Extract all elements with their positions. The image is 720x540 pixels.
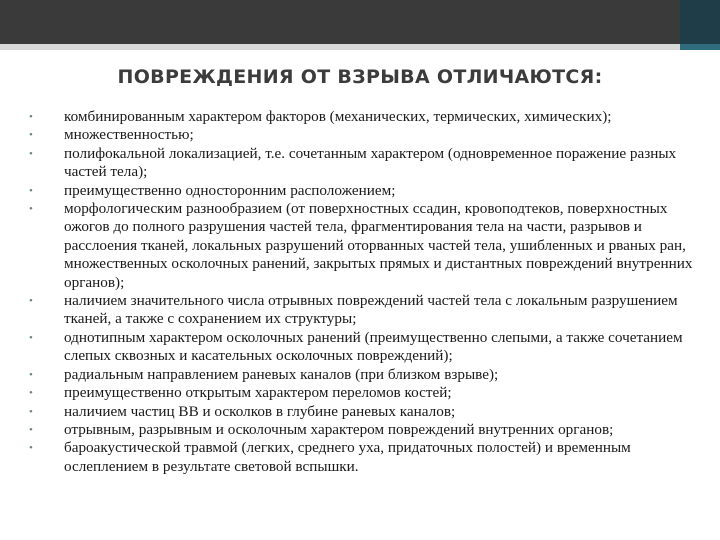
list-item [28, 145, 714, 182]
list-item-text: радиальным направлением раневых каналов (при близком взрыве); [64, 365, 499, 383]
bullet-icon: • [29, 184, 33, 197]
list-item [28, 108, 714, 126]
list-item-text: отрывным, разрывным и осколочным характером повреждений внутренних органов; [64, 420, 614, 438]
list-item [28, 403, 714, 421]
bullet-icon: • [29, 423, 33, 436]
list-item [28, 126, 714, 144]
list-item [28, 200, 714, 292]
list-item-text: преимущественно односторонним расположением; [64, 181, 396, 199]
bullet-icon: • [29, 295, 33, 308]
list-item-text: наличием значительного числа отрывных повреждений частей тела с локальным разрушением тканей, а также с сохранением их структуры; [64, 292, 678, 328]
header-accent [680, 0, 720, 44]
bullet-list [28, 108, 714, 476]
bullet-icon: • [29, 405, 33, 418]
bullet-icon: • [29, 203, 33, 216]
bullet-icon: • [29, 147, 33, 160]
list-item-text: полифокальной локализацией, т.е. сочетанным характером (одновременное поражение разных частей тела); [64, 144, 677, 181]
list-item [28, 182, 714, 200]
list-item-text: комбинированным характером факторов (механических, термических, химических); [64, 108, 612, 125]
bullet-icon: • [29, 331, 33, 344]
list-item [28, 439, 714, 476]
list-item-text: морфологическим разнообразием (от поверхностных ссадин, кровоподтеков, поверхностных ожогов до полного разрушения частей тела, фрагментирования тела на части, разрывов и расслоения тканей, локальных разрушений оторванных частей тела, ушибленных и рваных ран, множественных осколочных ранений, закрытых прямых и дистантных повреждений внутренних органов); [64, 200, 693, 291]
bullet-icon: • [29, 368, 33, 381]
list-item [28, 329, 714, 366]
list-item [28, 421, 714, 439]
list-item-text: бароакустической травмой (легких, среднего уха, придаточных полостей) и временным ослеплением в результате световой вспышки. [64, 439, 631, 475]
bullet-icon: • [29, 442, 33, 455]
list-item-text: наличием частиц ВВ и осколков в глубине раневых каналов; [64, 402, 456, 420]
bullet-icon: • [29, 111, 33, 123]
list-item [28, 366, 714, 384]
list-item [28, 292, 714, 329]
list-item-text: преимущественно открытым характером переломов костей; [64, 384, 452, 402]
bullet-icon: • [29, 387, 33, 400]
header-bar [0, 0, 720, 44]
list-item [28, 384, 714, 402]
bullet-icon: • [29, 129, 33, 142]
list-item-text: однотипным характером осколочных ранений (преимущественно слепыми, а также сочетанием слепых сквозных и касательных осколочных повреждений); [64, 328, 683, 365]
list-item-text: множественностью; [64, 126, 194, 144]
slide-title: ПОВРЕЖДЕНИЯ ОТ ВЗРЫВА ОТЛИЧАЮТСЯ: [117, 66, 603, 88]
